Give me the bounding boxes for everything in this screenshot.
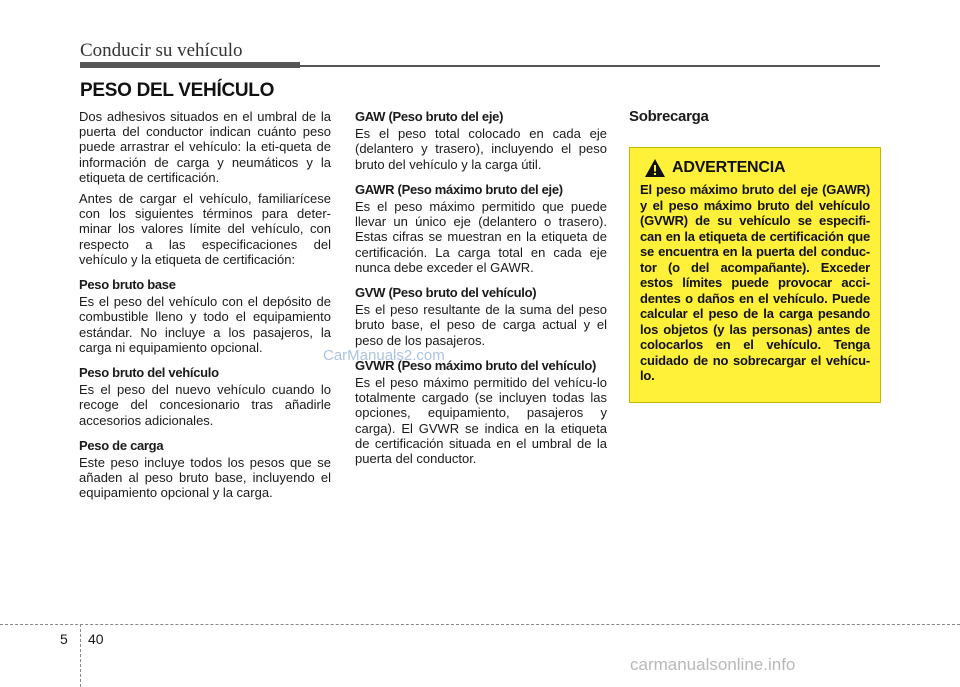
intro-paragraph-1: Dos adhesivos situados en el umbral de la puerta del conductor indican cuánto peso puede arrastrar el vehículo: la eti-queta de información de carga y neumáticos y la etiqueta de certificación. xyxy=(79,109,331,185)
page-number: 40 xyxy=(88,631,104,647)
term-text-gvwr: Es el peso máximo permitido del vehícu-lo totalmente cargado (se incluyen todas las opciones, equipamiento, pasajeros y carga). El GVWR se indica en la etiqueta de certificación situada en el umbral de la puerta del conductor. xyxy=(355,375,607,467)
column-1 xyxy=(79,109,331,507)
section-number: 5 xyxy=(60,631,68,647)
term-text-gaw: Es el peso total colocado en cada eje (delantero y trasero), incluyendo el peso bruto del vehículo y la carga útil. xyxy=(355,126,607,172)
term-text-gvw: Es el peso resultante de la suma del peso bruto base, el peso de carga actual y el peso de los pasajeros. xyxy=(355,302,607,348)
term-text-vehicle-weight: Es el peso del nuevo vehículo cuando lo recoge del concesionario tras añadirle accesorios adicionales. xyxy=(79,382,331,428)
watermark-top: CarManuals2.com xyxy=(323,347,445,364)
watermark-bottom: carmanualsonline.info xyxy=(630,655,796,674)
term-heading-gaw: GAW (Peso bruto del eje) xyxy=(355,109,504,124)
term-heading-gawr: GAWR (Peso máximo bruto del eje) xyxy=(355,181,563,197)
warning-text: El peso máximo bruto del eje (GAWR) y el peso máximo bruto del vehículo (GVWR) de su vehículo se especifi-can en la etiqueta de certificación que se encuentra en la puerta del conduc-tor (o del acompañante). Exceder estos límites puede provocar acci-dentes o daños en el vehículo. Puede calcular el peso de la carga pesando los objetos (y las personas) antes de colocarlos en el vehículo. Tenga cuidado de no sobrecargar el vehícu-lo. xyxy=(640,182,870,383)
term-heading-gvwr: GVWR (Peso máximo bruto del vehículo) xyxy=(355,357,596,373)
term-text-cargo-weight: Este peso incluye todos los pesos que se añaden al peso bruto base, incluyendo el equipamiento opcional y la carga. xyxy=(79,455,331,501)
warning-box xyxy=(629,147,881,403)
column-2 xyxy=(355,109,607,472)
footer-rule xyxy=(0,624,960,625)
term-heading-gvw: GVW (Peso bruto del vehículo) xyxy=(355,285,537,301)
warning-triangle-icon xyxy=(644,158,666,178)
header-bar xyxy=(80,62,300,68)
term-text-base-weight: Es el peso del vehículo con el depósito de combustible lleno y todo el equipamiento estándar. No incluye a los pasajeros, la carga ni equipamiento opcional. xyxy=(79,294,331,355)
running-head: Conducir su vehículo xyxy=(80,40,243,61)
warning-title: ADVERTENCIA xyxy=(672,159,786,176)
footer-divider xyxy=(80,624,81,687)
term-heading-cargo-weight: Peso de carga xyxy=(79,437,164,453)
section-title: PESO DEL VEHÍCULO xyxy=(80,80,275,101)
warning-header xyxy=(644,158,870,178)
term-heading-vehicle-weight: Peso bruto del vehículo xyxy=(79,365,219,381)
header-rule xyxy=(300,65,880,67)
overload-subheading: Sobrecarga xyxy=(629,108,709,125)
term-heading-base-weight: Peso bruto base xyxy=(79,277,176,293)
intro-paragraph-2: Antes de cargar el vehículo, familiarícese con los siguientes términos para deter-minar los valores límite del vehículo, con respecto a las especificaciones del vehículo y la etiqueta de certificación: xyxy=(79,191,331,267)
term-text-gawr: Es el peso máximo permitido que puede llevar un único eje (delantero o trasero). Estas cifras se muestran en la etiqueta de certificación. La carga total en cada eje nunca debe exceder el GAWR. xyxy=(355,199,607,275)
